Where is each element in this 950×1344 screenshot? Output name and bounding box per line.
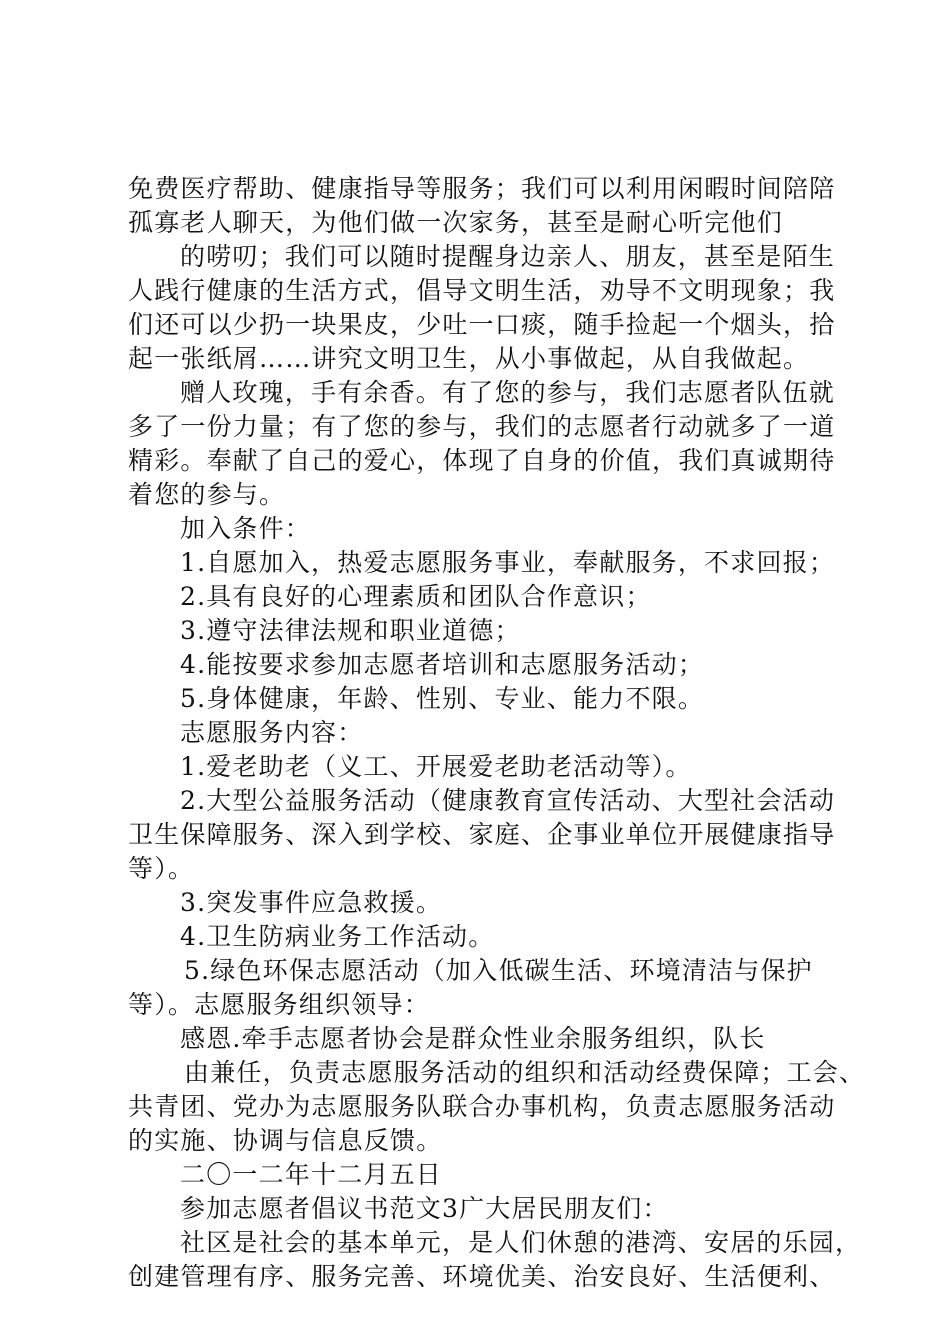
text-line: 孤寡老人聊天，为他们做一次家务，甚至是耐心听完他们 (128, 208, 784, 237)
text-line: 创建管理有序、服务完善、环境优美、治安良好、生活便利、 (128, 1262, 836, 1291)
text-line: 着您的参与。 (128, 480, 286, 509)
list-item: 2.大型公益服务活动（健康教育宣传活动、大型社会活动 (180, 786, 836, 815)
section-heading-join-conditions: 加入条件： (180, 514, 312, 543)
list-item: 3.突发事件应急救援。 (180, 888, 443, 917)
text-line: 的唠叨；我们可以随时提醒身边亲人、朋友，甚至是陌生 (180, 242, 836, 271)
list-item: 1.自愿加入，热爱志愿服务事业，奉献服务，不求回报； (180, 548, 836, 577)
list-item: 2.具有良好的心理素质和团队合作意识； (180, 582, 652, 611)
text-line: 赠人玫瑰，手有余香。有了您的参与，我们志愿者队伍就 (180, 378, 836, 407)
list-item: 4.能按要求参加志愿者培训和志愿服务活动； (180, 650, 705, 679)
text-line: 精彩。奉献了自己的爱心，体现了自身的价值，我们真诚期待 (128, 446, 836, 475)
text-line: 共青团、党办为志愿服务队联合办事机构，负责志愿服务活动 (128, 1092, 836, 1121)
text-line: 人践行健康的生活方式，倡导文明生活，劝导不文明现象；我 (128, 276, 836, 305)
text-line: 们还可以少扔一块果皮，少吐一口痰，随手捡起一个烟头，拾 (128, 310, 836, 339)
list-item: 5.身体健康，年龄、性别、专业、能力不限。 (180, 684, 705, 713)
list-item: 1.爱老助老（义工、开展爱老助老活动等）。 (180, 752, 692, 781)
section-heading-service-content: 志愿服务内容： (180, 718, 364, 747)
text-line: 等）。志愿服务组织领导： (128, 990, 430, 1019)
document-page (128, 172, 866, 1294)
text-line: 的实施、协调与信息反馈。 (128, 1126, 443, 1155)
text-line: 免费医疗帮助、健康指导等服务；我们可以利用闲暇时间陪陪 (128, 174, 836, 203)
text-line: 起一张纸屑……讲究文明卫生，从小事做起，从自我做起。 (128, 344, 810, 373)
text-line: 等）。 (128, 854, 195, 883)
text-line: 卫生保障服务、深入到学校、家庭、企事业单位开展健康指导 (128, 820, 836, 849)
text-line: 多了一份力量；有了您的参与，我们的志愿者行动就多了一道 (128, 412, 836, 441)
text-line: 感恩.牵手志愿者协会是群众性业余服务组织，队长 (180, 1024, 766, 1053)
list-item: 5.绿色环保志愿活动（加入低碳生活、环境清洁与保护 (184, 956, 813, 985)
list-item: 3.遵守法律法规和职业道德； (180, 616, 521, 645)
list-item: 4.卫生防病业务工作活动。 (180, 922, 495, 951)
date-line: 二〇一二年十二月五日 (180, 1160, 443, 1189)
text-line: 由兼任，负责志愿服务活动的组织和活动经费保障；工会、 (184, 1058, 866, 1087)
text-line: 参加志愿者倡议书范文3广大居民朋友们： (180, 1194, 669, 1223)
text-line: 社区是社会的基本单元，是人们休憩的港湾、安居的乐园， (180, 1228, 862, 1257)
